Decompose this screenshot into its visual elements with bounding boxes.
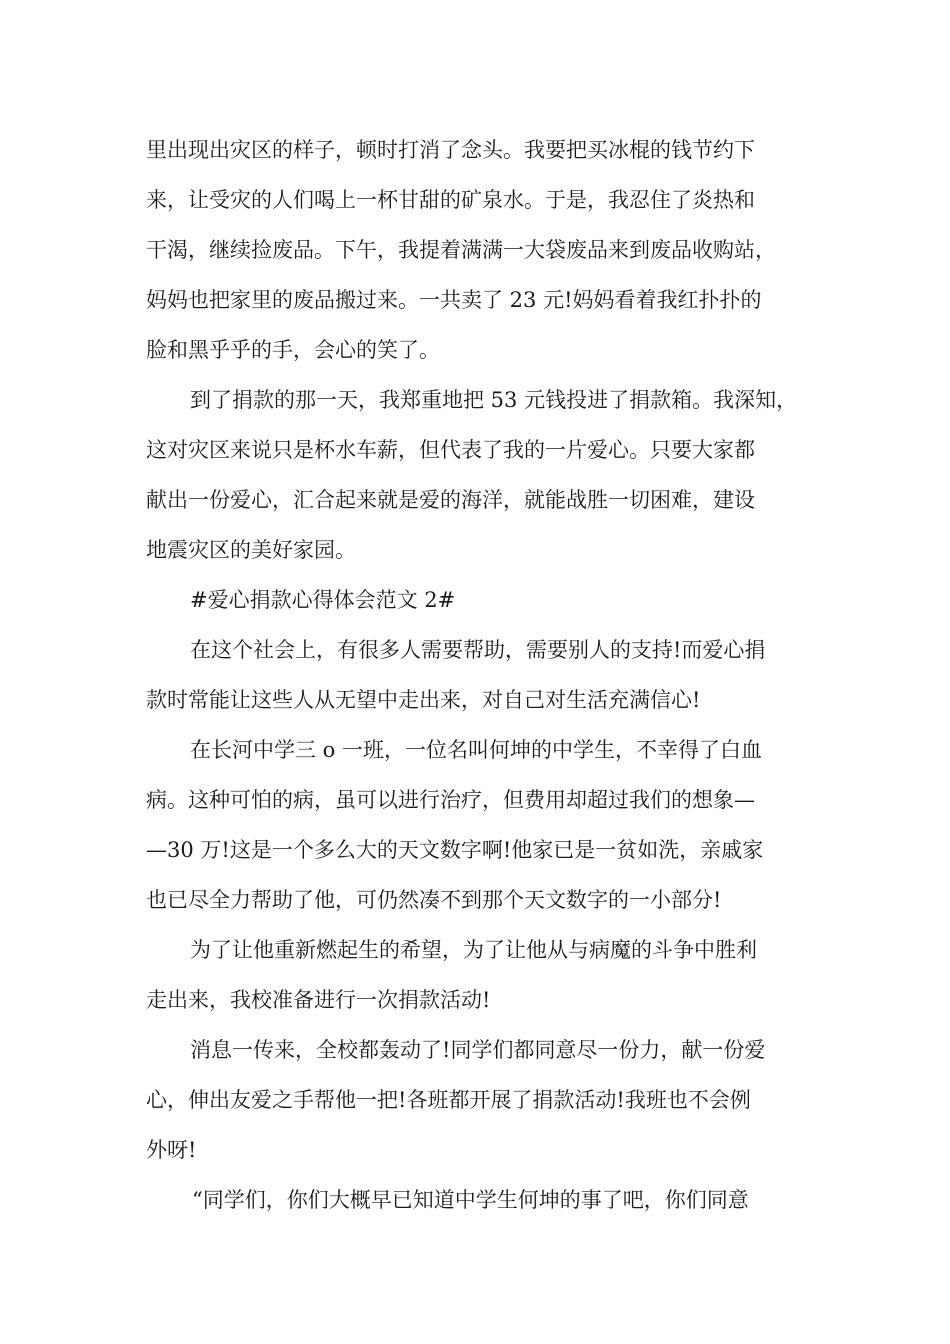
text-line: 也已尽全力帮助了他，可仍然凑不到那个天文数字的一小部分! — [146, 888, 722, 912]
text-line: 款时常能让这些人从无望中走出来，对自己对生活充满信心! — [146, 688, 701, 712]
text-line: 来，让受灾的人们喝上一杯甘甜的矿泉水。于是，我忍住了炎热和 — [146, 188, 755, 212]
text-line: 地震灾区的美好家园。 — [146, 538, 356, 562]
text-line: 病。这种可怕的病，虽可以进行治疗，但费用却超过我们的想象— — [146, 788, 755, 812]
paragraph-start-line: 到了捐款的那一天，我郑重地把 53 元钱投进了捐款箱。我深知， — [190, 388, 798, 412]
paragraph-start-line: 为了让他重新燃起生的希望，为了让他从与病魔的斗争中胜利 — [190, 938, 757, 962]
paragraph-start-line: 在这个社会上，有很多人需要帮助，需要别人的支持!而爱心捐 — [190, 638, 766, 662]
text-line: 外呀! — [146, 1138, 197, 1162]
text-line: —30 万!这是一个多么大的天文数字啊!他家已是一贫如洗，亲戚家 — [146, 838, 764, 862]
text-line: 脸和黑乎乎的手，会心的笑了。 — [146, 338, 440, 362]
text-line: 干渴，继续捡废品。下午，我提着满满一大袋废品来到废品收购站， — [146, 238, 776, 262]
text-line: 献出一份爱心，汇合起来就是爱的海洋，就能战胜一切困难，建设 — [146, 488, 755, 512]
paragraph-start-line: “同学们，你们大概早已知道中学生何坤的事了吧，你们同意 — [192, 1188, 749, 1212]
paragraph-start-line: 在长河中学三 o 一班，一位名叫何坤的中学生，不幸得了白血 — [190, 738, 762, 762]
text-line: 这对灾区来说只是杯水车薪，但代表了我的一片爱心。只要大家都 — [146, 438, 755, 462]
text-line: 走出来，我校准备进行一次捐款活动! — [146, 988, 491, 1012]
text-line: 里出现出灾区的样子，顿时打消了念头。我要把买冰棍的钱节约下 — [146, 138, 755, 162]
section-heading: #爱心捐款心得体会范文 2# — [190, 588, 456, 612]
text-line: 妈妈也把家里的废品搬过来。一共卖了 23 元!妈妈看着我红扑扑的 — [146, 288, 762, 312]
paragraph-start-line: 消息一传来，全校都轰动了!同学们都同意尽一份力，献一份爱 — [190, 1038, 766, 1062]
text-line: 心，伸出友爱之手帮他一把!各班都开展了捐款活动!我班也不会例 — [146, 1088, 751, 1112]
